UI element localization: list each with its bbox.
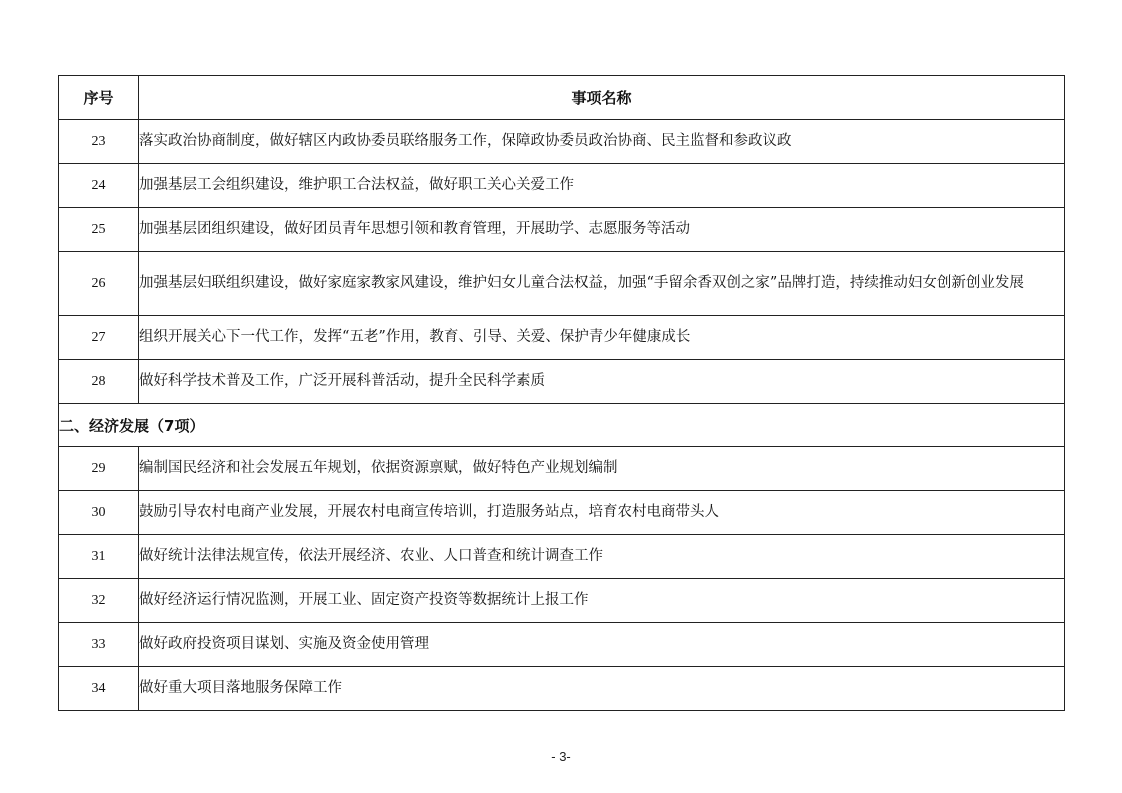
- row-number: 32: [59, 579, 139, 623]
- table-row: [59, 164, 1065, 208]
- row-name: 做好科学技术普及工作，广泛开展科普活动，提升全民科学素质: [139, 360, 1065, 404]
- page-number: - 3-: [551, 749, 571, 764]
- row-number: 33: [59, 623, 139, 667]
- row-name: 落实政治协商制度，做好辖区内政协委员联络服务工作，保障政协委员政治协商、民主监督和参政议政: [139, 120, 1065, 164]
- header-number: 序号: [59, 76, 139, 120]
- row-name: 做好经济运行情况监测，开展工业、固定资产投资等数据统计上报工作: [139, 579, 1065, 623]
- table-row: [59, 447, 1065, 491]
- row-name: 做好重大项目落地服务保障工作: [139, 667, 1065, 711]
- table-row: [59, 579, 1065, 623]
- section-row: [59, 404, 1065, 447]
- row-name: 加强基层团组织建设，做好团员青年思想引领和教育管理，开展助学、志愿服务等活动: [139, 208, 1065, 252]
- row-name: 加强基层妇联组织建设，做好家庭家教家风建设，维护妇女儿童合法权益，加强“手留余香双创之家”品牌打造，持续推动妇女创新创业发展: [139, 252, 1065, 316]
- row-number: 27: [59, 316, 139, 360]
- section-label: 二、经济发展（7项）: [59, 404, 1065, 447]
- table-row: [59, 491, 1065, 535]
- row-name: 鼓励引导农村电商产业发展，开展农村电商宣传培训，打造服务站点，培育农村电商带头人: [139, 491, 1065, 535]
- table-row: [59, 623, 1065, 667]
- row-number: 29: [59, 447, 139, 491]
- header-name: 事项名称: [139, 76, 1065, 120]
- table-row: [59, 208, 1065, 252]
- table-row: [59, 120, 1065, 164]
- row-number: 23: [59, 120, 139, 164]
- matters-table-container: [58, 75, 1064, 711]
- row-number: 26: [59, 252, 139, 316]
- row-number: 31: [59, 535, 139, 579]
- row-name: 编制国民经济和社会发展五年规划，依据资源禀赋，做好特色产业规划编制: [139, 447, 1065, 491]
- table-row: [59, 252, 1065, 316]
- row-number: 25: [59, 208, 139, 252]
- row-number: 24: [59, 164, 139, 208]
- table-row: [59, 360, 1065, 404]
- row-number: 34: [59, 667, 139, 711]
- row-number: 30: [59, 491, 139, 535]
- row-name: 加强基层工会组织建设，维护职工合法权益，做好职工关心关爱工作: [139, 164, 1065, 208]
- row-name: 做好政府投资项目谋划、实施及资金使用管理: [139, 623, 1065, 667]
- row-number: 28: [59, 360, 139, 404]
- table-header-row: [59, 76, 1065, 120]
- table-row: [59, 667, 1065, 711]
- matters-table: [58, 75, 1065, 711]
- table-row: [59, 316, 1065, 360]
- row-name: 做好统计法律法规宣传，依法开展经济、农业、人口普查和统计调查工作: [139, 535, 1065, 579]
- table-row: [59, 535, 1065, 579]
- row-name: 组织开展关心下一代工作，发挥“五老”作用，教育、引导、关爱、保护青少年健康成长: [139, 316, 1065, 360]
